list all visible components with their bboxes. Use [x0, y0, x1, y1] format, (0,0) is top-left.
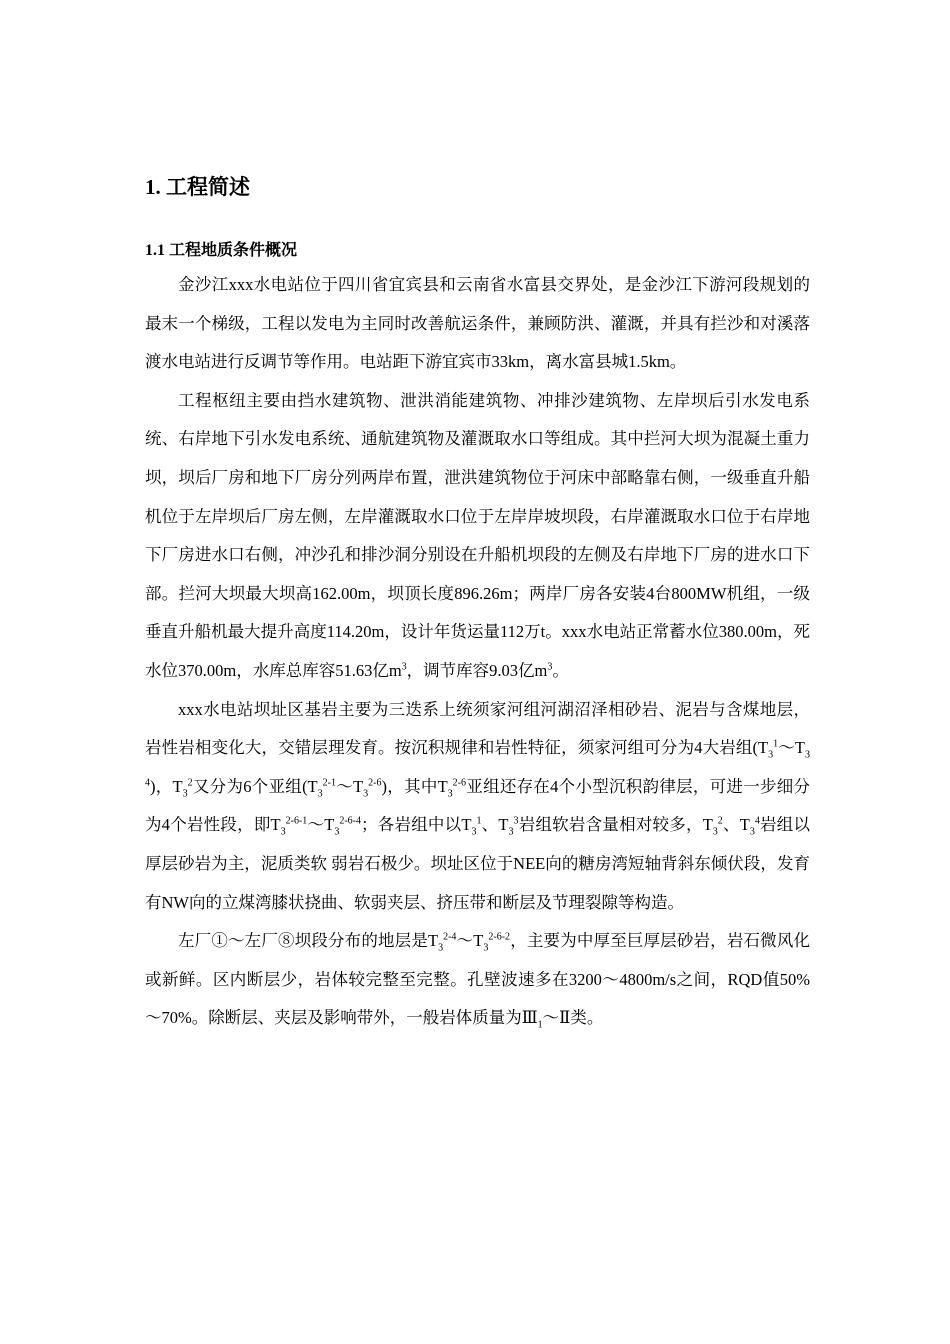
paragraph-location: 金沙江xxx水电站位于四川省宜宾县和云南省水富县交界处，是金沙江下游河段规划的最末一个梯级，工程以发电为主同时改善航运条件，兼顾防洪、灌溉，并具有拦沙和对溪落渡水电站进行反调节等作用。电站距下游宜宾市33km，离水富县城1.5km。	[145, 275, 810, 372]
subsection-heading: 1.1 工程地质条件概况	[145, 242, 298, 259]
paragraph-project-layout: 工程枢纽主要由挡水建筑物、泄洪消能建筑物、冲排沙建筑物、左岸坝后引水发电系统、右岸地下引水发电系统、通航建筑物及灌溉取水口等组成。其中拦河大坝为混凝土重力坝，坝后厂房和地下厂房分列两岸布置，泄洪建筑物位于河床中部略靠右侧，一级垂直升船机位于左岸坝后厂房左侧，左岸灌溉取水口位于左岸岸坡坝段，右岸灌溉取水口位于右岸地下厂房进水口右侧，冲沙孔和排沙洞分别设在升船机坝段的左侧及右岸地下厂房的进水口下部。拦河大坝最大坝高162.00m，坝顶长度896.26m；两岸厂房各安装4台800MW机组，一级垂直升船机最大提升高度114.20m，设计年货运量112万t。xxx水电站正常蓄水位380.00m，死水位370.00m，水库总库容51.63亿$m^3$，调节库容9.03亿$m^3$。	[145, 390, 810, 680]
paragraph-left-powerhouse: 左厂①～左厂⑧坝段分布的地层是$T_3^{2-4}\sim T_3^{2-6-2}$，主要为中厚至巨厚层砂岩，岩石微风化或新鲜。区内断层少，岩体较完整至完整。孔壁波速多在3200～4800m/s之间，RQD值50%～70%。除断层、夹层及影响带外，一般岩体质量为$Ⅲ_1\sim Ⅱ$类。	[145, 931, 811, 1031]
paragraph-geology: xxx水电站坝址区基岩主要为三迭系上统须家河组河湖沼泽相砂岩、泥岩与含煤地层，岩性岩相变化大，交错层理发育。按沉积规律和岩性特征，须家河组可分为4大岩组$(T_3^1\sim T_3^4)$，$T_3^2$又分为6个亚组$(T_3^{2-1}\sim T_3^{2-6})$，其中$T_3^{2-6}$亚组还存在4个小型沉积韵律层，可进一步细分为4个岩性段，即$T_3^{2-6-1}\sim T_3^{2-6-4}$；各岩组中以$T_3^1$、$T_3^3$岩组软岩含量相对较多，$T_3^2$、$T_3^4$岩组以厚层砂岩为主，泥质类软 弱岩石极少。坝址区位于NEE向的糖房湾短轴背斜东倾伏段，发育有NW向的立煤湾膝状挠曲、软弱夹层、挤压带和断层及节理裂隙等构造。	[145, 699, 811, 912]
body-text	[145, 266, 810, 1038]
section-heading: 1. 工程简述	[145, 175, 250, 199]
